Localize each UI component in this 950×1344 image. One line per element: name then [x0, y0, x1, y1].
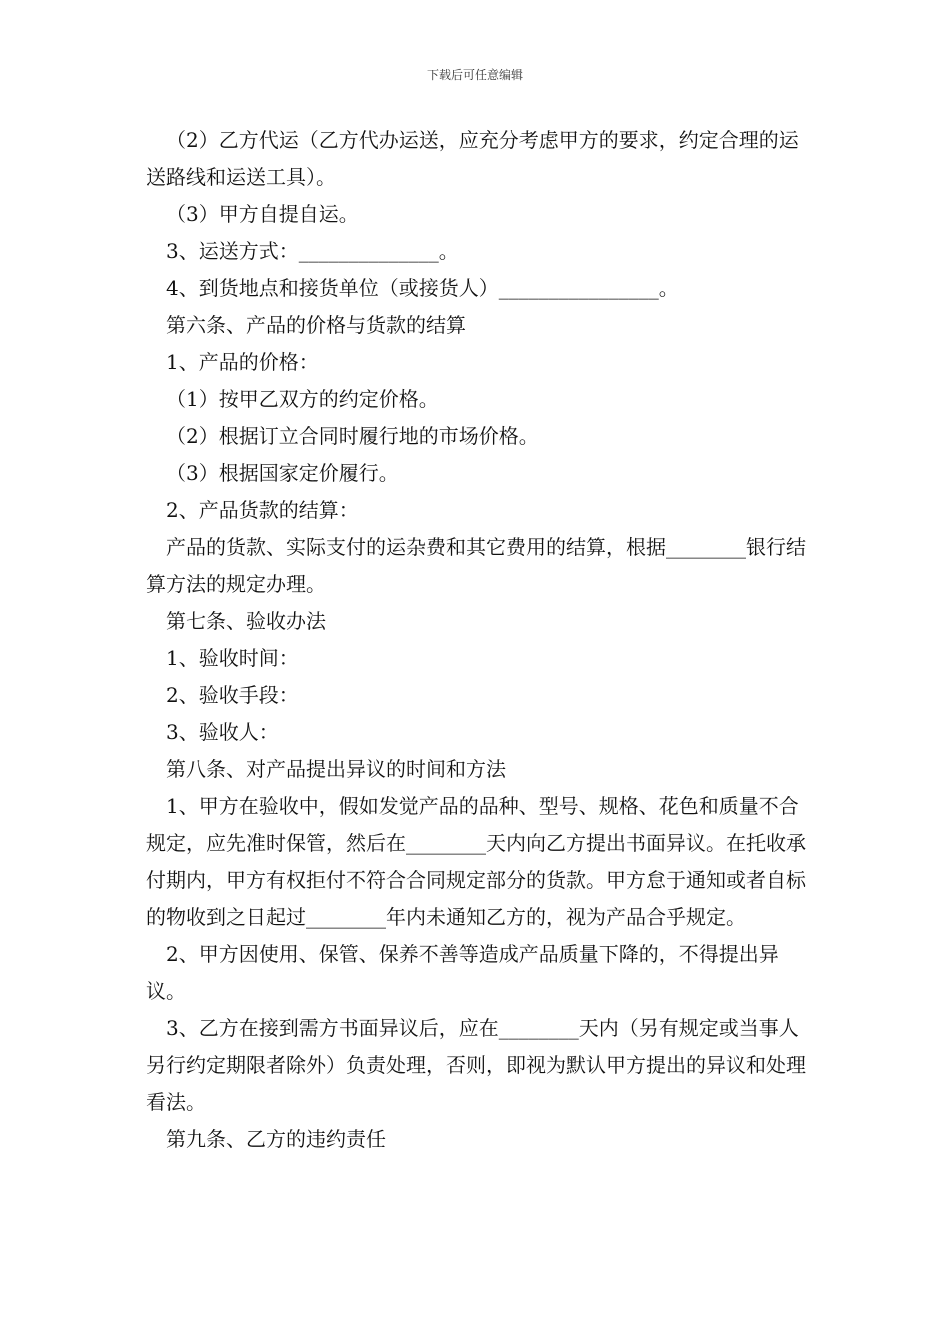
paragraph-objection-during-inspection: 1、甲方在验收中，假如发觉产品的品种、型号、规格、花色和质量不合规定，应先准时保管，然后在________天内向乙方提出书面异议。在托收承付期内，甲方有权拒付不符合合同规定部分的货款。甲方怠于通知或者自标的物收到之日起过________年内未通知乙方的，视为产品合乎规定。 — [146, 794, 806, 929]
paragraph-inspector: 3、验收人： — [166, 720, 279, 744]
paragraph-objection-misuse: 2、甲方因使用、保管、保养不善等造成产品质量下降的，不得提出异议。 — [146, 942, 779, 1003]
paragraph-settlement-details: 产品的货款、实际支付的运杂费和其它费用的结算，根据________银行结算方法的规定办理。 — [146, 535, 806, 596]
paragraph-payment-settlement: 2、产品货款的结算： — [166, 498, 359, 522]
paragraph-transport-by-seller: （2）乙方代运（乙方代办运送，应充分考虑甲方的要求，约定合理的运送路线和运送工具）。 — [146, 128, 799, 189]
paragraph-product-price: 1、产品的价格： — [166, 350, 319, 374]
paragraph-seller-response: 3、乙方在接到需方书面异议后，应在________天内（另有规定或当事人另行约定期限者除外）负责处理，否则，即视为默认甲方提出的异议和处理看法。 — [146, 1016, 806, 1114]
paragraph-delivery-location: 4、到货地点和接货单位（或接货人）________________。 — [166, 276, 679, 300]
document-body — [146, 122, 808, 1158]
section-heading-article-6: 第六条、产品的价格与货款的结算 — [166, 313, 466, 337]
section-heading-article-9: 第九条、乙方的违约责任 — [166, 1127, 386, 1151]
paragraph-market-price: （2）根据订立合同时履行地的市场价格。 — [166, 424, 539, 448]
page-header: 下载后可任意编辑 — [426, 68, 523, 82]
paragraph-agreed-price: （1）按甲乙双方的约定价格。 — [166, 387, 439, 411]
paragraph-transport-method: 3、运送方式：______________。 — [166, 239, 459, 263]
paragraph-inspection-means: 2、验收手段： — [166, 683, 299, 707]
paragraph-state-price: （3）根据国家定价履行。 — [166, 461, 399, 485]
section-heading-article-7: 第七条、验收办法 — [166, 609, 326, 633]
paragraph-inspection-time: 1、验收时间： — [166, 646, 299, 670]
section-heading-article-8: 第八条、对产品提出异议的时间和方法 — [166, 757, 506, 781]
paragraph-self-pickup: （3）甲方自提自运。 — [166, 202, 359, 226]
